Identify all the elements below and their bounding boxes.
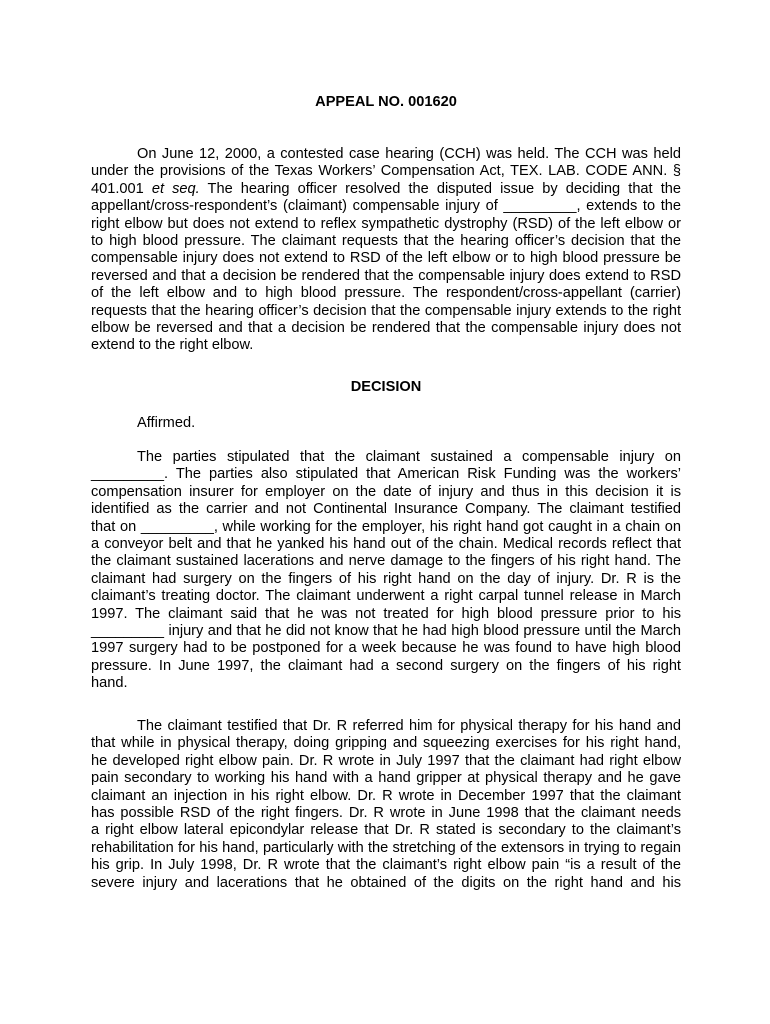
text-line: compensation insurer for employer on the date of injury and thus in this decision it is <box>91 483 681 500</box>
decision-heading: DECISION <box>350 379 422 395</box>
text-line: The claimant testified that Dr. R referred him for physical therapy for his hand and <box>137 718 681 734</box>
text-line: he developed right elbow pain. Dr. R wrote in July 1997 that the claimant had right elbow <box>91 752 681 769</box>
text-line: pain secondary to working his hand with a hand gripper at physical therapy and he gave <box>91 770 681 787</box>
text-line: severe injury and lacerations that he obtained of the digits on the right hand and his <box>91 874 681 891</box>
text-line: 1997 surgery had to be postponed for a week because he was found to have high blood <box>91 640 681 657</box>
text-line: requests that the hearing officer’s decision that the compensable injury extends to the right <box>91 302 681 319</box>
text-line: identified as the carrier and not Continental Insurance Company. The claimant testified <box>91 501 681 518</box>
text-line: a right elbow lateral epicondylar release that Dr. R stated is secondary to the claimant’s <box>91 822 681 839</box>
text-line: his grip. In July 1998, Dr. R wrote that the claimant’s right elbow pain “is a result of the <box>91 857 681 874</box>
text-line: On June 12, 2000, a contested case hearing (CCH) was held. The CCH was held <box>137 146 681 162</box>
text-line: reversed and that a decision be rendered that the compensable injury does extend to RSD <box>91 267 681 284</box>
page-title: APPEAL NO. 001620 <box>315 94 457 110</box>
text-line: elbow be reversed and that a decision be rendered that the compensable injury does not <box>91 320 681 337</box>
text-line: of the left elbow and to high blood pressure. The respondent/cross-appellant (carrier) <box>91 285 681 302</box>
text-line: _________. The parties also stipulated that American Risk Funding was the workers’ <box>91 466 681 483</box>
paragraph-testimony <box>91 718 681 892</box>
paragraph-procedural-history <box>91 146 681 355</box>
affirmed-text: Affirmed. <box>137 415 196 431</box>
text-line: The parties stipulated that the claimant sustained a compensable injury on <box>137 449 681 465</box>
text-line: pressure. In June 1997, the claimant had a second surgery on the fingers of his right <box>91 657 681 674</box>
text-line: a conveyor belt and that he yanked his hand out of the chain. Medical records reflect that <box>91 536 681 553</box>
text-line: _________ injury and that he did not know that he had high blood pressure until the March <box>91 623 681 640</box>
text-line: 401.001 et seq. The hearing officer resolved the disputed issue by deciding that the <box>91 180 681 197</box>
text-line: claimant an injection in his right elbow. Dr. R wrote in December 1997 that the claimant <box>91 787 681 804</box>
text-line: rehabilitation for his hand, particularly with the stretching of the extensors in trying to regain <box>91 839 681 856</box>
paragraph-stipulations <box>91 449 681 693</box>
text-line: claimant had surgery on the fingers of his right hand on the day of injury. Dr. R is the <box>91 570 681 587</box>
text-line: hand. <box>91 675 128 692</box>
affirmed-line <box>91 415 681 432</box>
text-line: under the provisions of the Texas Workers’ Compensation Act, TEX. LAB. CODE ANN. § <box>91 163 681 180</box>
text-line: appellant/cross-respondent’s (claimant) compensable injury of _________, extends to the <box>91 198 681 215</box>
text-line: that on _________, while working for the employer, his right hand got caught in a chain on <box>91 518 681 535</box>
text-line: to high blood pressure. The claimant requests that the hearing officer’s decision that the <box>91 233 681 250</box>
text-line: extend to the right elbow. <box>91 337 254 354</box>
text-line: claimant’s treating doctor. The claimant underwent a right carpal tunnel release in March <box>91 588 681 605</box>
text-line: compensable injury does not extend to RSD of the left elbow or to high blood pressure be <box>91 250 681 267</box>
text-line: that while in physical therapy, doing gripping and squeezing exercises for his right hand, <box>91 735 681 752</box>
text-line: has possible RSD of the right fingers. Dr. R wrote in June 1998 that the claimant needs <box>91 805 681 822</box>
text-line: the claimant sustained lacerations and nerve damage to the fingers of his right hand. The <box>91 553 681 570</box>
text-line: right elbow but does not extend to reflex sympathetic dystrophy (RSD) of the left elbow or <box>91 215 681 232</box>
text-line: 1997. The claimant said that he was not treated for high blood pressure prior to his <box>91 605 681 622</box>
